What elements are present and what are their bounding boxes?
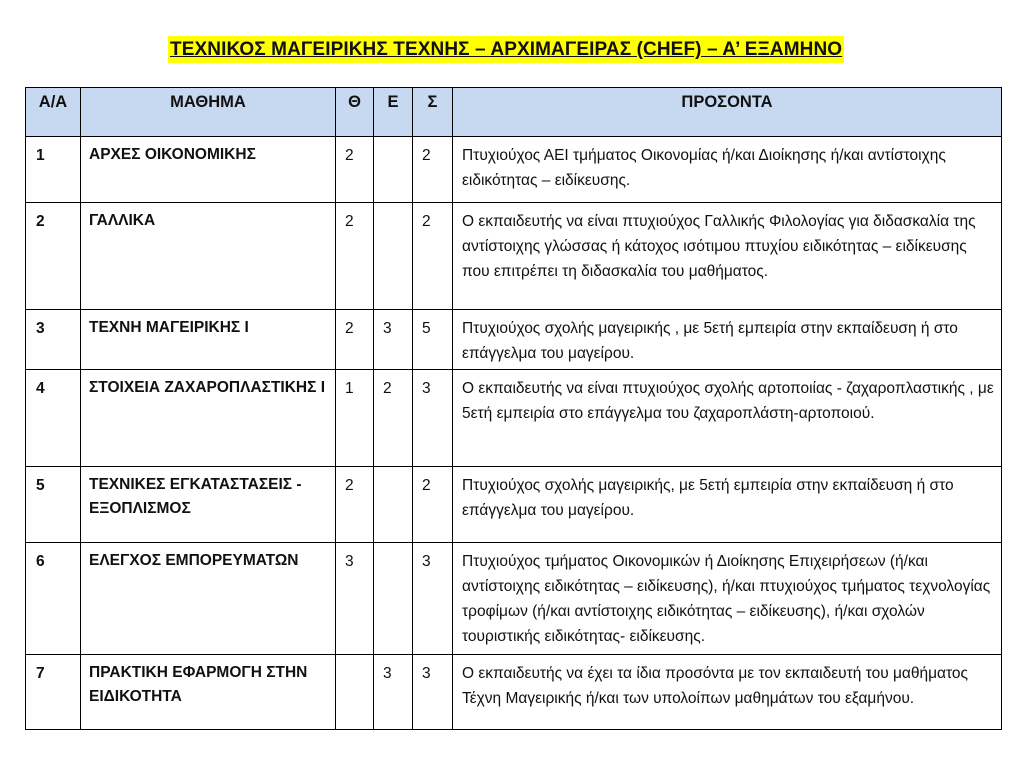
document-title: ΤΕΧΝΙΚΟΣ ΜΑΓΕΙΡΙΚΗΣ ΤΕΧΝΗΣ – ΑΡΧΙΜΑΓΕΙΡΑΣ (CHEF) – Α’ ΕΞΑΜΗΝΟ	[168, 36, 844, 63]
table-row	[26, 137, 1002, 203]
cell-course: ΑΡΧΕΣ ΟΙΚΟΝΟΜΙΚΗΣ	[81, 137, 336, 203]
table-row	[26, 310, 1002, 370]
table-row	[26, 203, 1002, 310]
cell-aa: 3	[26, 310, 81, 370]
cell-course: ΓΑΛΛΙΚΑ	[81, 203, 336, 310]
table-row	[26, 370, 1002, 467]
cell-course: ΣΤΟΙΧΕΙΑ ΖΑΧΑΡΟΠΛΑΣΤΙΚΗΣ Ι	[81, 370, 336, 467]
cell-theory	[336, 655, 374, 730]
cell-lab: 3	[374, 310, 413, 370]
table-header-row	[26, 88, 1002, 137]
cell-aa: 4	[26, 370, 81, 467]
header-aa: Α/Α	[26, 88, 81, 137]
cell-total: 2	[413, 467, 453, 543]
cell-requirements: Ο εκπαιδευτής να έχει τα ίδια προσόντα με τον εκπαιδευτή του μαθήματος Τέχνη Μαγειρικής ή/και των υπολοίπων μαθημάτων του εξαμήνου.	[453, 655, 1002, 730]
header-total: Σ	[413, 88, 453, 137]
courses-table	[25, 87, 1002, 730]
cell-aa: 6	[26, 543, 81, 655]
cell-aa: 2	[26, 203, 81, 310]
cell-lab: 2	[374, 370, 413, 467]
cell-lab	[374, 467, 413, 543]
cell-course: ΠΡΑΚΤΙΚΗ ΕΦΑΡΜΟΓΗ ΣΤΗΝ ΕΙΔΙΚΟΤΗΤΑ	[81, 655, 336, 730]
header-theory: Θ	[336, 88, 374, 137]
cell-lab	[374, 543, 413, 655]
cell-total: 2	[413, 203, 453, 310]
cell-aa: 1	[26, 137, 81, 203]
cell-total: 5	[413, 310, 453, 370]
cell-course: ΤΕΧΝΙΚΕΣ ΕΓΚΑΤΑΣΤΑΣΕΙΣ - ΕΞΟΠΛΙΣΜΟΣ	[81, 467, 336, 543]
cell-requirements: Ο εκπαιδευτής να είναι πτυχιούχος σχολής αρτοποιίας - ζαχαροπλαστικής , με 5ετή εμπειρία στο επάγγελμα του ζαχαροπλάστη-αρτοποιού.	[453, 370, 1002, 467]
cell-lab	[374, 203, 413, 310]
cell-total: 3	[413, 370, 453, 467]
cell-aa: 5	[26, 467, 81, 543]
cell-requirements: Πτυχιούχος τμήματος Οικονομικών ή Διοίκησης Επιχειρήσεων (ή/και αντίστοιχης ειδικότητας – ειδίκευσης), ή/και πτυχιούχος τμήματος τεχνολογίας τροφίμων (ή/και αντίστοιχης ειδικότητας – ειδίκευσης), ή/και σχολών τουριστικής ειδικότητας- ειδίκευσης.	[453, 543, 1002, 655]
cell-lab	[374, 137, 413, 203]
cell-requirements: Πτυχιούχος σχολής μαγειρικής , με 5ετή εμπειρία στην εκπαίδευση ή στο επάγγελμα του μαγείρου.	[453, 310, 1002, 370]
header-lab: Ε	[374, 88, 413, 137]
cell-theory: 1	[336, 370, 374, 467]
cell-course: ΕΛΕΓΧΟΣ ΕΜΠΟΡΕΥΜΑΤΩΝ	[81, 543, 336, 655]
cell-total: 3	[413, 543, 453, 655]
cell-theory: 2	[336, 137, 374, 203]
cell-theory: 2	[336, 203, 374, 310]
table-row	[26, 543, 1002, 655]
table-row	[26, 655, 1002, 730]
cell-lab: 3	[374, 655, 413, 730]
cell-total: 2	[413, 137, 453, 203]
cell-requirements: Πτυχιούχος σχολής μαγειρικής, με 5ετή εμπειρία στην εκπαίδευση ή στο επάγγελμα του μαγείρου.	[453, 467, 1002, 543]
header-requirements: ΠΡΟΣΟΝΤΑ	[453, 88, 1002, 137]
cell-theory: 3	[336, 543, 374, 655]
cell-requirements: Ο εκπαιδευτής να είναι πτυχιούχος Γαλλικής Φιλολογίας για διδασκαλία της αντίστοιχης γλώσσας ή κάτοχος ισότιμου πτυχίου ειδικότητας – ειδίκευσης που επιτρέπει τη διδασκαλία του μαθήματος.	[453, 203, 1002, 310]
cell-course: ΤΕΧΝΗ ΜΑΓΕΙΡΙΚΗΣ Ι	[81, 310, 336, 370]
cell-aa: 7	[26, 655, 81, 730]
cell-theory: 2	[336, 467, 374, 543]
cell-requirements: Πτυχιούχος ΑΕΙ τμήματος Οικονομίας ή/και Διοίκησης ή/και αντίστοιχης ειδικότητας – ειδίκευσης.	[453, 137, 1002, 203]
table-row	[26, 467, 1002, 543]
header-course: ΜΑΘΗΜΑ	[81, 88, 336, 137]
cell-theory: 2	[336, 310, 374, 370]
cell-total: 3	[413, 655, 453, 730]
